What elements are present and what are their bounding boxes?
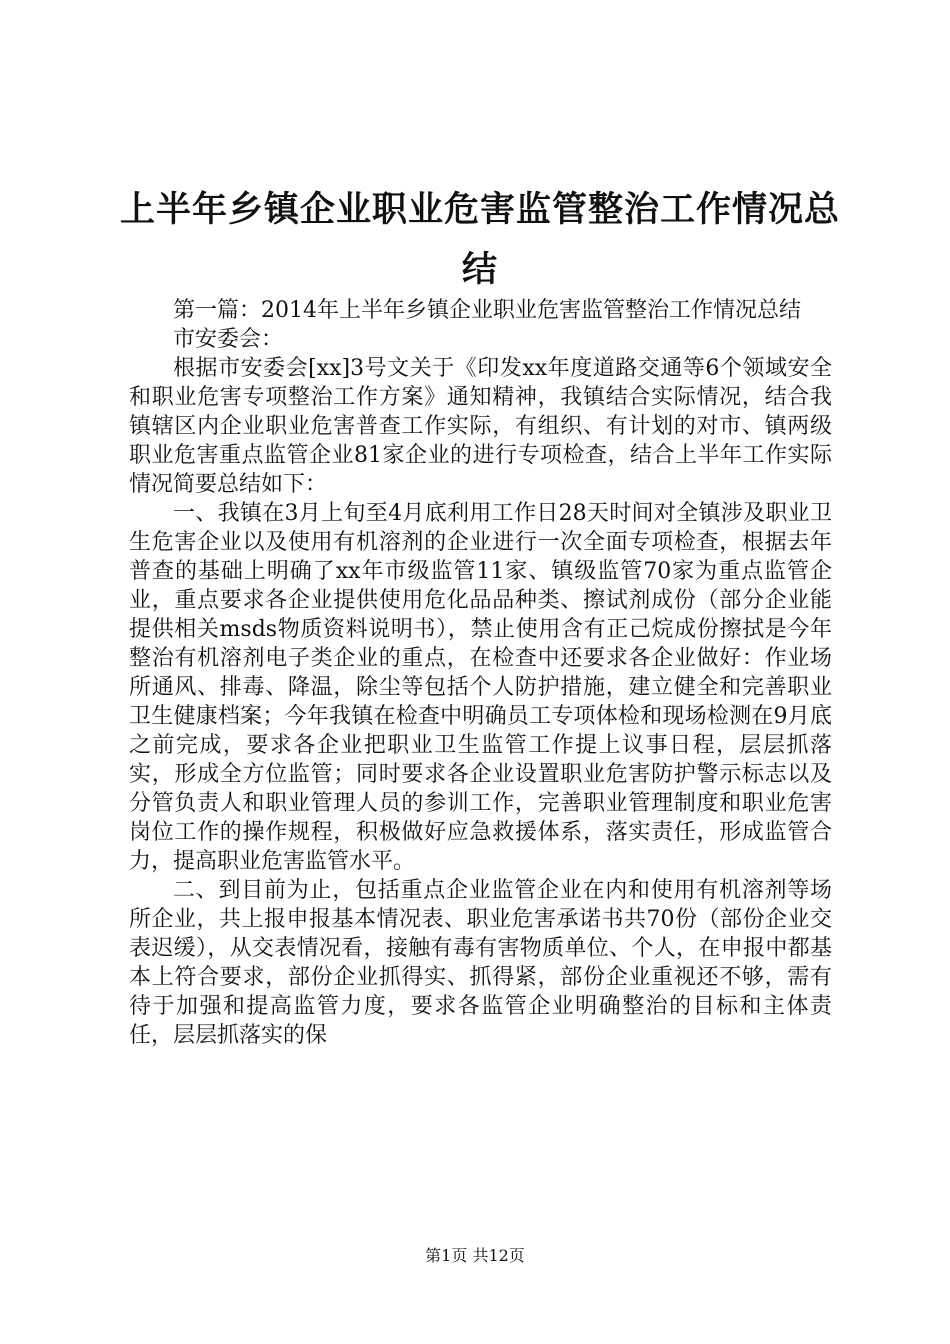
body-paragraph: 根据市安委会[xx]3号文关于《印发xx年度道路交通等6个领域安全和职业危害专项整治工作方案》通知精神，我镇结合实际情况，结合我镇辖区内企业职业危害普查工作实际，有组织、有计划的对市、镇两级职业危害重点监管企业81家企业的进行专项检查，结合上半年工作实际情况简要总结如下： (129, 356, 832, 497)
body-paragraph: 二、到目前为止，包括重点企业监管企业在内和使用有机溶剂等场所企业，共上报申报基本情况表、职业危害承诺书共70份（部份企业交表迟缓），从交表情况看，接触有毒有害物质单位、个人，在申报中都基本上符合要求，部份企业抓得实、抓得紧，部份企业重视还不够，需有待于加强和提高监管力度，要求各监管企业明确整治的目标和主体责任，层层抓落实的保 (129, 878, 832, 1048)
body-paragraph: 一、我镇在3月上旬至4月底利用工作日28天时间对全镇涉及职业卫生危害企业以及使用有机溶剂的企业进行一次全面专项检查，根据去年普查的基础上明确了xx年市级监管11家、镇级监管70家为重点监管企业，重点要求各企业提供使用危化品品种类、擦试剂成份（部分企业能提供相关msds物质资料说明书），禁止使用含有正己烷成份擦拭是今年整治有机溶剂电子类企业的重点，在检查中还要求各企业做好：作业场所通风、排毒、降温，除尘等包括个人防护措施，建立健全和完善职业卫生健康档案；今年我镇在检查中明确员工专项体检和现场检测在9月底之前完成，要求各企业把职业卫生监管工作提上议事日程，层层抓落实，形成全方位监管；同时要求各企业设置职业危害防护警示标志以及分管负责人和职业管理人员的参训工作，完善职业管理制度和职业危害岗位工作的操作规程，积极做好应急救援体系，落实责任，形成监管合力，提高职业危害监管水平。 (129, 501, 832, 874)
document-body (129, 296, 832, 1050)
page-number: 第1页 共12页 (425, 1246, 525, 1265)
section-heading: 第一篇：2014年上半年乡镇企业职业危害监管整治工作情况总结 (173, 298, 801, 323)
document-title: 上半年乡镇企业职业危害监管整治工作情况总结 (120, 189, 841, 290)
salutation: 市安委会： (173, 327, 284, 352)
